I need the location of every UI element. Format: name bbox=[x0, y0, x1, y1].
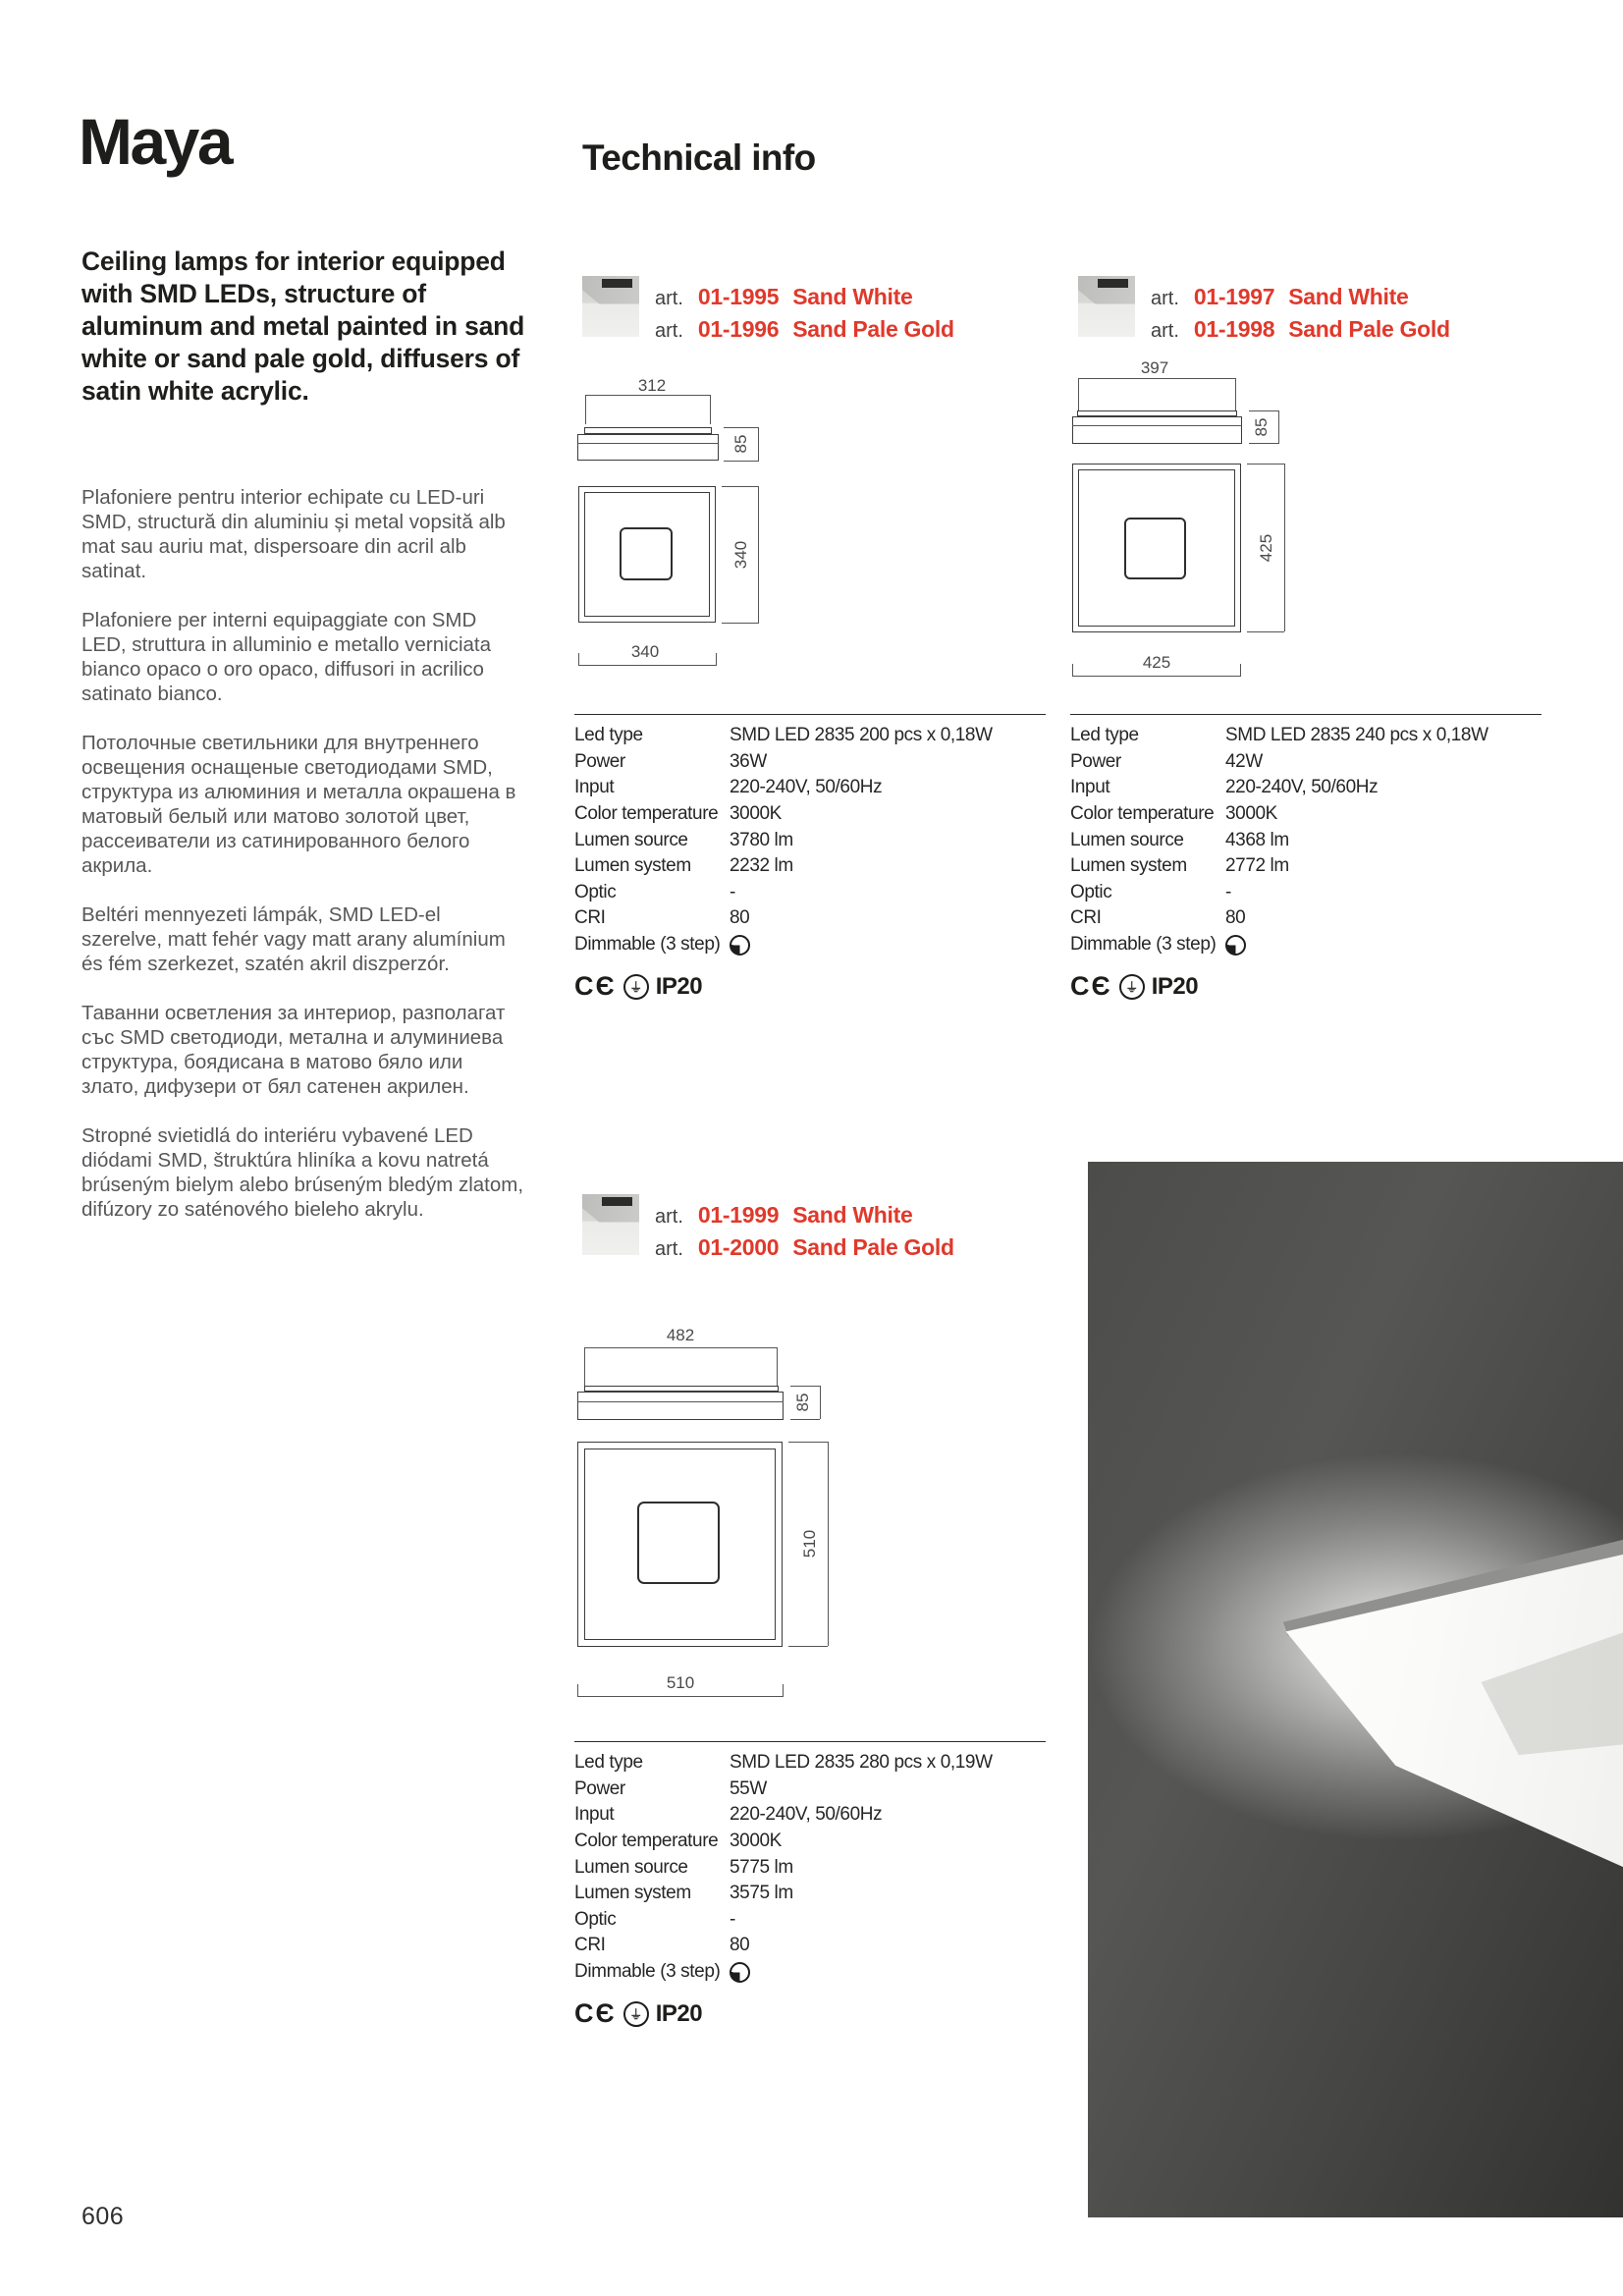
earth-ground-icon: ⏚ bbox=[623, 2001, 649, 2027]
certifications bbox=[1070, 971, 1542, 1002]
dim-tick bbox=[584, 1347, 585, 1386]
spec-row bbox=[574, 1854, 1046, 1881]
spec-value: 36W bbox=[730, 750, 767, 772]
spec-row bbox=[574, 1802, 1046, 1829]
spec-value: 3000K bbox=[1225, 803, 1277, 825]
spec-label: Input bbox=[574, 1804, 615, 1826]
spec-label: Lumen system bbox=[1070, 855, 1187, 877]
dim-tick bbox=[710, 395, 711, 424]
art-finish: Sand Pale Gold bbox=[792, 1234, 954, 1260]
dim-tick bbox=[777, 1347, 778, 1386]
spec-label: Power bbox=[574, 750, 625, 772]
spec-row bbox=[574, 749, 1046, 776]
dim-ext bbox=[722, 486, 759, 487]
dim-tick bbox=[783, 1684, 784, 1696]
spec-row bbox=[1070, 801, 1542, 828]
product1-art-lines bbox=[655, 276, 954, 346]
lamp-side-divider bbox=[1072, 425, 1242, 426]
thumbnail-led-bar bbox=[602, 1197, 632, 1206]
description-paragraph: Таванни осветления за интериор, разполагат със SMD светодиоди, метална и алуминиева структура, боядисана в матово бяло или злато, дифузери от бял сатенен акрилен. bbox=[81, 1002, 506, 1098]
dim-bottom-width: 340 bbox=[630, 642, 660, 661]
spec-label: Power bbox=[574, 1777, 625, 1799]
art-code: 01-1999 bbox=[697, 1202, 780, 1228]
product3-dimension-drawing bbox=[574, 1326, 869, 1709]
art-prefix: art. bbox=[655, 1238, 683, 1260]
dimmer-icon bbox=[1225, 935, 1246, 956]
earth-ground-icon: ⏚ bbox=[623, 974, 649, 1000]
spec-value: 3000K bbox=[730, 803, 782, 825]
spec-value: 80 bbox=[1225, 907, 1246, 929]
product2-dimension-drawing bbox=[1065, 358, 1321, 697]
product3-art-lines bbox=[655, 1194, 954, 1264]
description-paragraph: Plafoniere per interni equipaggiate con SMD LED, struttura in alluminio e metallo verniciata bianco opaco o oro opaco, diffusori in acrilico satinato bianco. bbox=[81, 609, 492, 705]
spec-row bbox=[574, 1750, 1046, 1777]
dim-tick bbox=[1235, 378, 1236, 410]
spec-value: 2772 lm bbox=[1225, 855, 1289, 877]
dim-line bbox=[1078, 378, 1236, 379]
lamp-side-lip bbox=[584, 427, 712, 434]
dim-ext bbox=[722, 623, 759, 624]
certifications bbox=[574, 1998, 1046, 2029]
art-prefix: art. bbox=[1151, 288, 1179, 309]
spec-label: Optic bbox=[574, 881, 617, 902]
art-line bbox=[655, 1231, 954, 1264]
ip-rating: IP20 bbox=[655, 1999, 703, 2027]
certifications bbox=[574, 971, 1046, 1002]
ce-mark-icon: CЄ bbox=[574, 971, 617, 1002]
dim-bottom-width: 510 bbox=[666, 1673, 695, 1692]
dim-height: 85 bbox=[793, 1393, 812, 1412]
dim-line bbox=[828, 1442, 829, 1646]
spec-row bbox=[1070, 853, 1542, 880]
spec-row bbox=[574, 1881, 1046, 1907]
product-photo bbox=[1088, 1162, 1623, 2217]
spec-value: 2232 lm bbox=[730, 855, 793, 877]
dim-ext bbox=[788, 1442, 828, 1443]
spec-value: - bbox=[730, 881, 735, 902]
spec-row bbox=[574, 1959, 1046, 1986]
spec-rows bbox=[574, 723, 1046, 957]
spec-label: Optic bbox=[574, 1908, 617, 1930]
dim-height: 85 bbox=[731, 434, 750, 454]
art-line bbox=[1151, 281, 1450, 313]
dim-line bbox=[585, 395, 710, 396]
art-prefix: art. bbox=[655, 288, 683, 309]
lamp-side-body bbox=[577, 434, 719, 461]
lamp-side-body bbox=[1072, 416, 1242, 444]
dimmer-icon bbox=[730, 1962, 750, 1983]
dim-ext bbox=[788, 1646, 828, 1647]
spec-label: Lumen system bbox=[574, 855, 691, 877]
art-line bbox=[655, 281, 954, 313]
dim-line bbox=[758, 427, 759, 462]
dim-side: 510 bbox=[800, 1529, 819, 1558]
section-title: Technical info bbox=[582, 137, 816, 178]
spec-value: 55W bbox=[730, 1777, 767, 1799]
product3-art-block bbox=[582, 1194, 954, 1264]
spec-value: 220-240V, 50/60Hz bbox=[730, 1804, 883, 1826]
lamp-plan-center bbox=[620, 527, 673, 580]
spec-row bbox=[1070, 880, 1542, 906]
dim-line bbox=[1278, 410, 1279, 444]
intro-paragraph-en: Ceiling lamps for interior equipped with SMD LEDs, structure of aluminum and metal painted in sand white or sand pale gold, diffusers of satin white acrylic. bbox=[81, 246, 525, 406]
spec-label: Led type bbox=[1070, 725, 1139, 746]
spec-label: Lumen source bbox=[574, 1856, 688, 1878]
spec-row bbox=[574, 775, 1046, 801]
spec-rows bbox=[1070, 723, 1542, 957]
spec-value: SMD LED 2835 200 pcs x 0,18W bbox=[730, 725, 993, 746]
spec-label: Lumen system bbox=[574, 1883, 691, 1904]
spec-row bbox=[574, 905, 1046, 932]
art-prefix: art. bbox=[655, 320, 683, 342]
spec-label: Dimmable (3 step) bbox=[574, 934, 721, 956]
spec-label: Input bbox=[574, 777, 615, 798]
product3-thumbnail bbox=[582, 1194, 639, 1255]
dim-side: 425 bbox=[1257, 533, 1275, 563]
spec-value: - bbox=[730, 1908, 735, 1930]
lamp-side-divider bbox=[577, 443, 719, 444]
spec-value: - bbox=[1225, 881, 1231, 902]
dim-line bbox=[1072, 676, 1241, 677]
art-code: 01-1996 bbox=[697, 316, 780, 342]
lamp-plan-center bbox=[1124, 518, 1186, 579]
spec-label: Optic bbox=[1070, 881, 1112, 902]
earth-ground-icon: ⏚ bbox=[1119, 974, 1145, 1000]
thumbnail-led-bar bbox=[602, 279, 632, 288]
art-prefix: art. bbox=[1151, 320, 1179, 342]
spec-value: 220-240V, 50/60Hz bbox=[730, 777, 883, 798]
description-paragraph: Потолочные светильники для внутреннего освещения оснащеные светодиодами SMD, структура из алюминия и металла окрашена в матовый белый или матово золотой цвет, рассеиватели из сатинированного белого акрила. bbox=[81, 732, 516, 877]
product2-art-lines bbox=[1151, 276, 1450, 346]
product1-art-block bbox=[582, 276, 954, 346]
spec-label: Led type bbox=[574, 725, 643, 746]
art-code: 01-1997 bbox=[1193, 284, 1275, 309]
spec-value: 80 bbox=[730, 907, 750, 929]
spec-label: Dimmable (3 step) bbox=[1070, 934, 1217, 956]
description-paragraph: Plafoniere pentru interior echipate cu LED-uri SMD, structură din aluminiu și metal vopsită alb mat sau auriu mat, dispersoare din acril alb satinat. bbox=[81, 486, 506, 582]
spec-row bbox=[574, 723, 1046, 749]
dim-ext bbox=[1247, 464, 1284, 465]
spec-value: 3780 lm bbox=[730, 829, 793, 850]
spec-row bbox=[1070, 775, 1542, 801]
description-list bbox=[81, 485, 525, 1246]
dim-tick bbox=[577, 1684, 578, 1696]
dim-tick bbox=[578, 653, 579, 665]
spec-label: Led type bbox=[574, 1752, 643, 1774]
dim-tick bbox=[716, 653, 717, 665]
art-code: 01-1995 bbox=[697, 284, 780, 309]
dim-line bbox=[820, 1386, 821, 1419]
ip-rating: IP20 bbox=[655, 972, 703, 1000]
dim-bottom-width: 425 bbox=[1142, 653, 1171, 672]
dim-side: 340 bbox=[731, 540, 750, 570]
lamp-side-divider bbox=[577, 1401, 784, 1402]
spec-row bbox=[1070, 749, 1542, 776]
spec-label: CRI bbox=[574, 1935, 606, 1956]
dim-top-width: 482 bbox=[666, 1326, 695, 1344]
spec-value: 3000K bbox=[730, 1831, 782, 1852]
art-finish: Sand White bbox=[792, 284, 913, 309]
spec-label: Power bbox=[1070, 750, 1121, 772]
spec-row bbox=[574, 1907, 1046, 1934]
product2-art-block bbox=[1078, 276, 1450, 346]
art-prefix: art. bbox=[655, 1206, 683, 1228]
art-finish: Sand Pale Gold bbox=[1288, 316, 1450, 342]
product1-spec-table bbox=[574, 714, 1046, 1002]
dimmer-icon bbox=[730, 935, 750, 956]
spec-row bbox=[1070, 932, 1542, 958]
spec-row bbox=[574, 1933, 1046, 1959]
spec-row bbox=[574, 801, 1046, 828]
ce-mark-icon: CЄ bbox=[574, 1998, 617, 2029]
spec-label: Dimmable (3 step) bbox=[574, 1961, 721, 1983]
ip-rating: IP20 bbox=[1151, 972, 1199, 1000]
spec-label: Color temperature bbox=[574, 1831, 719, 1852]
spec-value: 4368 lm bbox=[1225, 829, 1289, 850]
spec-value: 42W bbox=[1225, 750, 1263, 772]
spec-row bbox=[574, 853, 1046, 880]
page-number: 606 bbox=[81, 2203, 125, 2230]
spec-row bbox=[574, 827, 1046, 853]
dim-ext bbox=[1247, 631, 1284, 632]
spec-value: 5775 lm bbox=[730, 1856, 793, 1878]
spec-label: CRI bbox=[574, 907, 606, 929]
spec-label: Lumen source bbox=[1070, 829, 1184, 850]
dim-line bbox=[578, 665, 717, 666]
product3-spec-table bbox=[574, 1741, 1046, 2029]
spec-value: 80 bbox=[730, 1935, 750, 1956]
spec-rows bbox=[574, 1750, 1046, 1985]
spec-value: 3575 lm bbox=[730, 1883, 793, 1904]
dim-tick bbox=[1240, 664, 1241, 676]
spec-row bbox=[1070, 827, 1542, 853]
lamp-side-body bbox=[577, 1392, 784, 1420]
spec-value: SMD LED 2835 280 pcs x 0,19W bbox=[730, 1752, 993, 1774]
ce-mark-icon: CЄ bbox=[1070, 971, 1112, 1002]
spec-value: 220-240V, 50/60Hz bbox=[1225, 777, 1379, 798]
art-finish: Sand Pale Gold bbox=[792, 316, 954, 342]
art-finish: Sand White bbox=[1288, 284, 1409, 309]
product1-thumbnail bbox=[582, 276, 639, 337]
spec-label: Color temperature bbox=[1070, 803, 1215, 825]
spec-label: Input bbox=[1070, 777, 1110, 798]
dim-top-width: 312 bbox=[637, 376, 667, 395]
dim-line bbox=[758, 486, 759, 623]
dim-line bbox=[1284, 464, 1285, 631]
art-finish: Sand White bbox=[792, 1202, 913, 1228]
dim-height: 85 bbox=[1252, 417, 1271, 437]
dim-line bbox=[584, 1347, 778, 1348]
art-line bbox=[655, 1199, 954, 1231]
art-code: 01-2000 bbox=[697, 1234, 780, 1260]
dim-tick bbox=[585, 395, 586, 424]
spec-label: Lumen source bbox=[574, 829, 688, 850]
dim-line bbox=[577, 1696, 784, 1697]
page-title: Maya bbox=[79, 105, 232, 178]
product2-thumbnail bbox=[1078, 276, 1135, 337]
spec-label: Color temperature bbox=[574, 803, 719, 825]
dim-tick bbox=[1078, 378, 1079, 410]
spec-row bbox=[574, 932, 1046, 958]
product1-dimension-drawing bbox=[574, 376, 830, 681]
spec-value: SMD LED 2835 240 pcs x 0,18W bbox=[1225, 725, 1488, 746]
art-line bbox=[655, 313, 954, 346]
spec-row bbox=[574, 880, 1046, 906]
dim-top-width: 397 bbox=[1140, 358, 1169, 377]
art-code: 01-1998 bbox=[1193, 316, 1275, 342]
thumbnail-led-bar bbox=[1098, 279, 1128, 288]
spec-row bbox=[1070, 723, 1542, 749]
lamp-plan-center bbox=[637, 1502, 720, 1584]
spec-row bbox=[1070, 905, 1542, 932]
dim-tick bbox=[1072, 664, 1073, 676]
art-line bbox=[1151, 313, 1450, 346]
description-paragraph: Beltéri mennyezeti lámpák, SMD LED-el szerelve, matt fehér vagy matt arany alumínium és fém szerkezet, szatén akril diszperzór. bbox=[81, 903, 506, 975]
product2-spec-table bbox=[1070, 714, 1542, 1002]
spec-label: CRI bbox=[1070, 907, 1102, 929]
spec-row bbox=[574, 1777, 1046, 1803]
description-paragraph: Stropné svietidlá do interiéru vybavené LED diódami SMD, štruktúra hliníka a kovu natretá brúseným bielym alebo brúseným bledým zlatom, difúzory zo saténového bieleho akrylu. bbox=[81, 1124, 524, 1221]
spec-row bbox=[574, 1829, 1046, 1855]
